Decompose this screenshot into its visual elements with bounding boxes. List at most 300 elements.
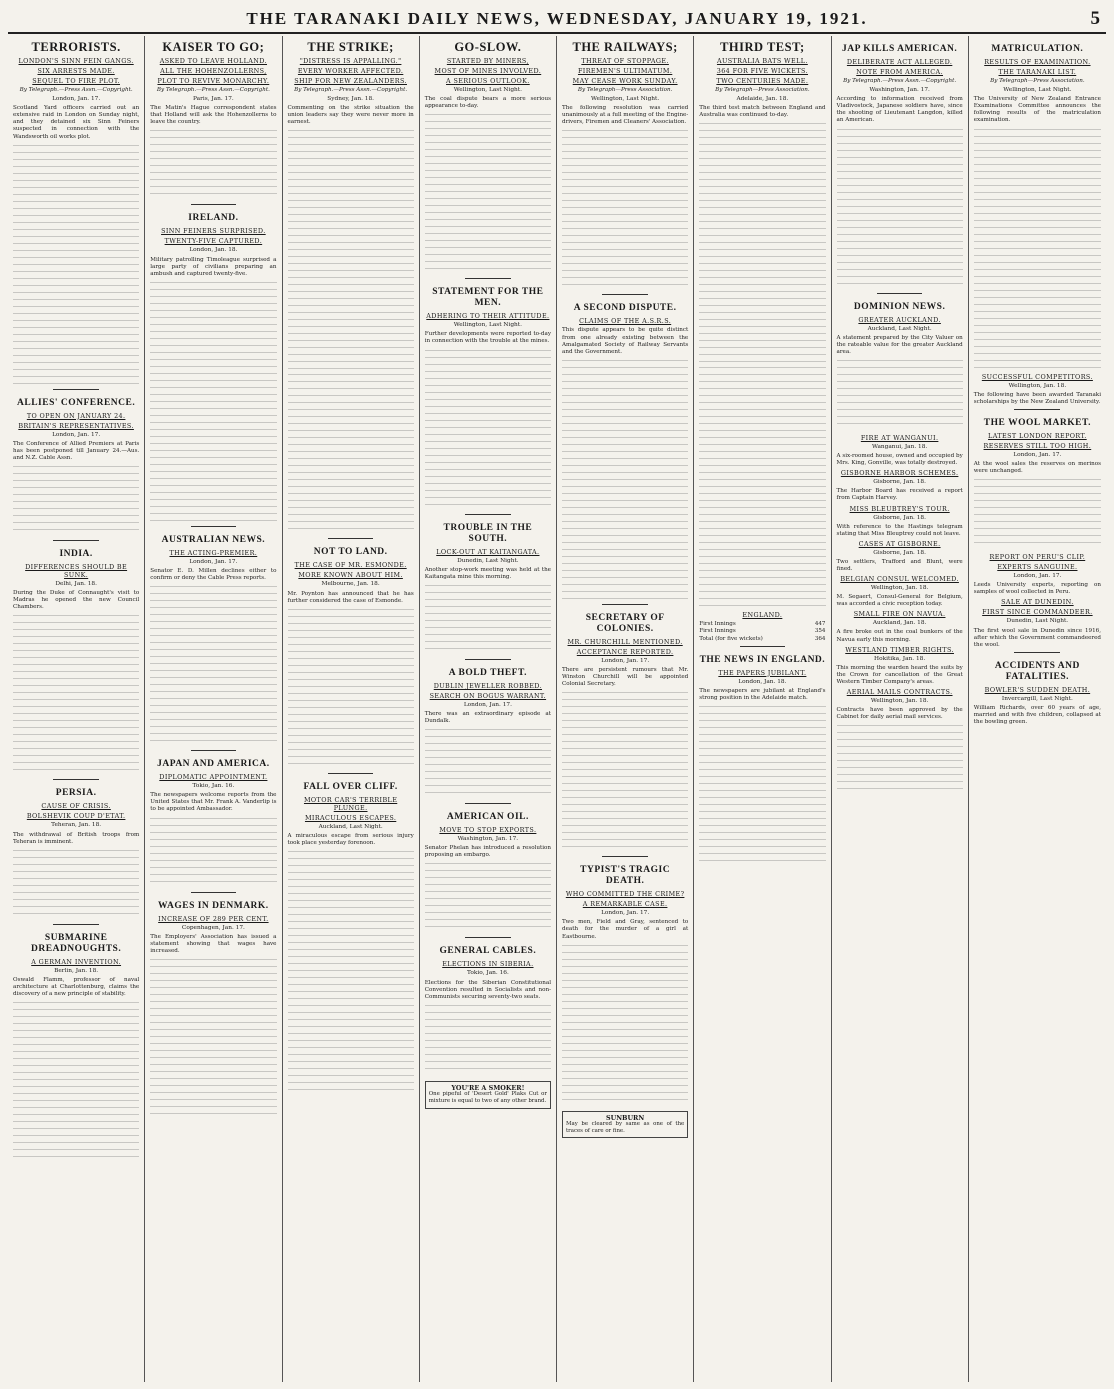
subheading: THREAT OF STOPPAGE. bbox=[581, 57, 669, 65]
subheading: THE CASE OF MR. ESMONDE. bbox=[294, 561, 407, 570]
subheading: BRITAIN'S REPRESENTATIVES. bbox=[18, 421, 134, 430]
dateline: Wellington, Jan. 18. bbox=[1008, 382, 1067, 389]
column-3 bbox=[283, 36, 420, 1382]
article-text-lines bbox=[13, 615, 139, 775]
dateline: Wanganui, Jan. 18. bbox=[872, 443, 928, 450]
article bbox=[837, 469, 963, 502]
headline: AUSTRALIAN NEWS. bbox=[161, 534, 266, 545]
article bbox=[425, 40, 551, 274]
dateline: Gisborne, Jan. 18. bbox=[873, 514, 926, 521]
article-body: According to information received from Vladivostock, Japanese soldiers have, since the shooting of Lieutenant Langdon, killed an American. bbox=[836, 96, 963, 124]
dateline: Hokitika, Jan. 18. bbox=[874, 655, 926, 662]
divider bbox=[53, 389, 98, 390]
subheading: CLAIMS OF THE A.S.R.S. bbox=[579, 317, 672, 326]
headline: IRELAND. bbox=[188, 213, 239, 224]
article-body: Military patrolling Timoleague surprised a large party of civilians preparing an ambush and captured twenty-five. bbox=[150, 256, 277, 277]
article bbox=[425, 812, 551, 933]
column-5 bbox=[557, 36, 694, 1382]
article-body: The University of New Zealand Entrance Examinations Committee announces the following results of the matriculation examination. bbox=[973, 96, 1101, 124]
divider bbox=[191, 892, 236, 893]
article-text-lines bbox=[150, 130, 276, 200]
article bbox=[13, 788, 139, 919]
subheading: DIFFERENCES SHOULD BE SUNK. bbox=[25, 563, 128, 580]
article bbox=[837, 505, 963, 538]
article bbox=[837, 575, 963, 608]
article-text-lines bbox=[425, 729, 551, 799]
article-body: Two settlers, Trafford and Blunt, were fined. bbox=[836, 558, 963, 572]
article-text-lines bbox=[13, 1002, 139, 1162]
headline: SECRETARY OF COLONIES. bbox=[585, 612, 665, 634]
article-text-lines bbox=[837, 725, 963, 795]
score-row bbox=[699, 636, 825, 643]
article bbox=[13, 549, 139, 775]
article bbox=[837, 540, 963, 573]
headline: GO-SLOW. bbox=[454, 40, 522, 54]
article-body: M. Segaert, Consul-General for Belgium, was accorded a civic reception today. bbox=[836, 594, 963, 608]
dateline: Teheran, Jan. 18. bbox=[51, 822, 102, 829]
dateline: Invercargill, Last Night. bbox=[1001, 695, 1073, 702]
divider bbox=[465, 803, 510, 804]
dateline: Gisborne, Jan. 18. bbox=[873, 549, 926, 556]
advert-title: YOU'RE A SMOKER! bbox=[451, 1083, 525, 1092]
subheading: MAY CEASE WORK SUNDAY. bbox=[572, 77, 678, 85]
dateline: Washington, Jan. 17. bbox=[457, 836, 519, 843]
headline: MATRICULATION. bbox=[991, 44, 1084, 54]
article bbox=[288, 40, 414, 534]
article-body: There are persistent rumours that Mr. Winston Churchill will be appointed Colonial Secretary. bbox=[562, 666, 689, 688]
dateline: Auckland, Jan. 18. bbox=[872, 620, 927, 627]
article bbox=[13, 40, 139, 385]
subheading: SHIP FOR NEW ZEALANDERS. bbox=[294, 77, 407, 85]
subheading: STARTED BY MINERS, bbox=[446, 57, 529, 65]
article-body: William Richards, over 60 years of age, married and with five children, collapsed at the bowling green. bbox=[973, 704, 1101, 726]
article-text-lines bbox=[699, 367, 825, 607]
dateline: Paris, Jan. 17. bbox=[192, 96, 234, 103]
divider bbox=[53, 540, 98, 541]
page-number: 5 bbox=[1090, 8, 1102, 29]
article-body: A six-roomed house, owned and occupied by Mrs. King, Gonville, was totally destroyed. bbox=[836, 453, 963, 467]
subheading: SIX ARRESTS MADE. bbox=[37, 67, 115, 75]
article-body: With reference to the Hastings telegram stating that Miss Bleuptrey could not leave. bbox=[836, 523, 963, 537]
article-text-lines bbox=[13, 850, 139, 920]
headline: PERSIA. bbox=[55, 788, 97, 799]
score-row bbox=[699, 628, 825, 635]
article bbox=[837, 688, 963, 795]
team-name: ENGLAND. bbox=[742, 611, 783, 620]
article-text-lines bbox=[288, 374, 414, 534]
divider bbox=[53, 924, 98, 925]
subheading: MISS BLEUBTREY'S TOUR. bbox=[849, 504, 950, 513]
subheading: THE PAPERS JUBILANT. bbox=[718, 668, 807, 677]
subheading: DIPLOMATIC APPOINTMENT. bbox=[159, 773, 268, 782]
headline: TERRORISTS. bbox=[31, 40, 121, 54]
dateline: London, Jan. 17. bbox=[52, 431, 101, 438]
article-text-lines bbox=[425, 350, 551, 510]
byline: By Telegraph.—Press Assn.—Copyright. bbox=[19, 87, 133, 93]
headline: JAPAN AND AMERICA. bbox=[157, 759, 270, 770]
article bbox=[288, 547, 414, 768]
subheading: PLOT TO REVIVE MONARCHY. bbox=[157, 77, 270, 85]
article-body: A fire broke out in the coal bunkers of the Navua early this morning. bbox=[836, 629, 963, 643]
article-text-lines bbox=[974, 479, 1101, 549]
subheading: GREATER AUCKLAND. bbox=[858, 315, 941, 324]
dateline: London, Jan. 18. bbox=[738, 678, 787, 685]
dateline: Tokio, Jan. 16. bbox=[466, 970, 509, 977]
article-text-lines bbox=[150, 586, 276, 746]
column-1 bbox=[8, 36, 145, 1382]
column-8 bbox=[969, 36, 1106, 1382]
article-body: The following resolution was carried unanimously at a full meeting of the Engine-drivers, Firemen and Cleaners' Association. bbox=[562, 105, 689, 126]
headline: TROUBLE IN THE SOUTH. bbox=[443, 522, 533, 544]
article-body: A miraculous escape from serious injury took place yesterday forenoon. bbox=[287, 832, 414, 846]
dateline: Auckland, Last Night. bbox=[867, 325, 932, 332]
article bbox=[562, 303, 688, 599]
article bbox=[13, 933, 139, 1162]
article-body: The withdrawal of British troops from Teheran is imminent. bbox=[13, 831, 140, 845]
article-body: The Employers' Association has issued a statement showing that wages have increased. bbox=[150, 933, 277, 954]
headline: DOMINION NEWS. bbox=[853, 301, 946, 312]
article bbox=[974, 373, 1101, 406]
dateline: Tokio, Jan. 16. bbox=[192, 783, 235, 790]
subheading: ASKED TO LEAVE HOLLAND. bbox=[159, 57, 268, 65]
subheading: BOWLER'S SUDDEN DEATH. bbox=[984, 685, 1091, 694]
dateline: London, Jan. 17. bbox=[1013, 573, 1062, 580]
subheading: ADHERING TO THEIR ATTITUDE. bbox=[426, 312, 550, 321]
byline: By Telegraph—Press Association. bbox=[990, 78, 1085, 84]
divider bbox=[465, 514, 510, 515]
dateline: Wellington, Last Night. bbox=[453, 322, 522, 329]
dateline: Copenhagen, Jan. 17. bbox=[181, 924, 245, 931]
byline: By Telegraph.—Press Assn.—Copyright. bbox=[156, 87, 270, 93]
column-2 bbox=[145, 36, 282, 1382]
article bbox=[150, 759, 276, 887]
article-text-lines bbox=[974, 129, 1101, 369]
masthead bbox=[8, 6, 1106, 34]
dateline: Wellington, Last Night. bbox=[453, 87, 522, 93]
advert-text: May be cleared by same as one of the traces of care or fine. bbox=[566, 1121, 685, 1134]
subheading: A SERIOUS OUTLOOK. bbox=[446, 77, 530, 85]
dateline: Dunedin, Last Night. bbox=[1006, 618, 1069, 625]
article bbox=[974, 661, 1101, 726]
article-body: The third test match between England and Australia was continued to-day. bbox=[699, 105, 826, 119]
article-text-lines bbox=[699, 706, 825, 866]
score-label: First Innings bbox=[699, 628, 736, 635]
advertisement bbox=[562, 1111, 688, 1139]
headline: STATEMENT FOR THE MEN. bbox=[432, 287, 544, 309]
article-text-lines bbox=[288, 609, 414, 769]
subheading: MOST OF MINES INVOLVED. bbox=[434, 67, 542, 75]
score-table bbox=[699, 621, 825, 642]
article-body: This morning the warden heard the suits by the Crown for cancellation of the Great Western Timber Company's areas. bbox=[836, 664, 963, 685]
dateline: Berlin, Jan. 18. bbox=[54, 967, 99, 974]
divider bbox=[602, 294, 647, 295]
subheading: INCREASE OF 289 PER CENT. bbox=[158, 914, 269, 923]
dateline: London, Jan. 17. bbox=[601, 657, 650, 664]
article-text-lines bbox=[837, 360, 963, 430]
dateline: Wellington, Jan. 18. bbox=[870, 698, 929, 704]
article-body: There was an extraordinary episode at Dundalk. bbox=[424, 710, 551, 725]
article-body: At the wool sales the reserves on merinos were unchanged. bbox=[973, 460, 1101, 475]
article-text-lines bbox=[425, 585, 551, 655]
article bbox=[699, 655, 825, 866]
subheading: EVERY WORKER AFFECTED. bbox=[297, 67, 404, 75]
headline: THE WOOL MARKET. bbox=[983, 417, 1091, 428]
masthead-title: THE TARANAKI DAILY NEWS, WEDNESDAY, JANUARY 19, 1921. bbox=[246, 9, 868, 28]
dateline: Melbourne, Jan. 18. bbox=[321, 581, 380, 588]
subheading: BELGIAN CONSUL WELCOMED. bbox=[840, 575, 959, 584]
article-body: Contracts have been approved by the Cabinet for daily aerial mail services. bbox=[836, 707, 963, 721]
subheading: CAUSE OF CRISIS. bbox=[41, 802, 111, 811]
article bbox=[837, 44, 963, 289]
divider bbox=[465, 659, 510, 660]
subheading: GISBORNE HARBOR SCHEMES. bbox=[840, 469, 959, 478]
subheading: THE ACTING-PREMIER. bbox=[169, 548, 258, 557]
subheading: TWO CENTURIES MADE. bbox=[716, 77, 809, 85]
article-text-lines bbox=[562, 130, 688, 290]
article bbox=[974, 418, 1101, 549]
dateline: Sydney, Jan. 18. bbox=[327, 96, 374, 103]
article-body: The Matin's Hague correspondent states that Holland will ask the Hohenzollerns to leave the country. bbox=[150, 105, 277, 126]
subheading: A GERMAN INVENTION. bbox=[31, 957, 122, 966]
article bbox=[13, 398, 139, 536]
subheading: AUSTRALIA BATS WELL. bbox=[716, 57, 808, 65]
subheading: WESTLAND TIMBER RIGHTS. bbox=[845, 645, 954, 654]
subheading: LONDON'S SINN FEIN GANGS. bbox=[18, 57, 134, 65]
headline: INDIA. bbox=[59, 549, 93, 560]
article-text-lines bbox=[288, 851, 414, 1091]
divider bbox=[602, 856, 647, 857]
article bbox=[562, 40, 688, 290]
scoreboard bbox=[699, 611, 825, 642]
article-text-lines bbox=[150, 818, 276, 888]
dateline: London, Jan. 17. bbox=[601, 910, 650, 917]
divider bbox=[328, 538, 373, 539]
subheading: LOCK-OUT AT KAITANGATA. bbox=[436, 547, 540, 556]
subheading: TO OPEN ON JANUARY 24. bbox=[26, 411, 126, 420]
article bbox=[150, 40, 276, 200]
divider bbox=[191, 204, 236, 205]
article-body: The first wool sale in Dunedin since 1916, after which the Government commandeered the wool. bbox=[973, 627, 1101, 648]
dateline: Gisborne, Jan. 18. bbox=[873, 479, 926, 486]
article-body: A statement prepared by the City Valuer on the rateable value for the greater Auckland area. bbox=[836, 334, 963, 355]
dateline: London, Jan. 17. bbox=[52, 96, 101, 103]
article bbox=[425, 946, 551, 1074]
score-row bbox=[699, 621, 825, 628]
headline: AMERICAN OIL. bbox=[446, 812, 529, 823]
subheading: DUBLIN JEWELLER ROBBED. bbox=[433, 681, 543, 690]
score-value: 354 bbox=[814, 628, 826, 635]
subheading: SEQUEL TO FIRE PLOT. bbox=[32, 77, 120, 85]
subheading: NOTE FROM AMERICA. bbox=[856, 68, 943, 76]
article-body: Senator Phelan has introduced a resolution proposing an embargo. bbox=[424, 845, 551, 859]
subheading: FIRE AT WANGANUI. bbox=[860, 433, 939, 442]
dateline: Washington, Jan. 17. bbox=[869, 87, 930, 94]
headline: FALL OVER CLIFF. bbox=[303, 781, 398, 792]
article bbox=[974, 553, 1101, 596]
subheading: AERIAL MAILS CONTRACTS. bbox=[846, 688, 953, 696]
headline: ACCIDENTS AND FATALITIES. bbox=[994, 660, 1080, 682]
divider bbox=[53, 779, 98, 780]
headline: SUBMARINE DREADNOUGHTS. bbox=[31, 932, 122, 954]
subheading: SINN FEINERS SURPRISED. bbox=[161, 227, 266, 236]
divider bbox=[465, 937, 510, 938]
article-body: Commenting on the strike situation the union leaders say they were never more in earnest. bbox=[287, 105, 414, 126]
dateline: Wellington, Jan. 18. bbox=[870, 585, 929, 592]
article-body: The Harbor Board has received a report from Captain Harvey. bbox=[836, 488, 963, 502]
dateline: London, Jan. 17. bbox=[463, 701, 512, 708]
divider bbox=[1014, 409, 1060, 410]
subheading: LATEST LONDON REPORT. bbox=[988, 431, 1087, 440]
headline: A SECOND DISPUTE. bbox=[573, 303, 677, 314]
article-body: Scotland Yard officers carried out an extensive raid in London on Sunday night, and they detained six Sinn Feiners suspected in connection with the Wandsworth oil works plot. bbox=[13, 105, 140, 140]
article bbox=[425, 287, 551, 509]
byline: By Telegraph.—Press Assn.—Copyright. bbox=[843, 78, 957, 84]
article bbox=[837, 434, 963, 467]
subheading: EXPERTS SANGUINE. bbox=[997, 563, 1078, 572]
dateline: Dunedin, Last Night. bbox=[457, 557, 519, 564]
article-body: Elections for the Siberian Constitutional Convention resulted in Socialists and non-Communists securing seventy-two seats. bbox=[424, 979, 551, 1000]
divider bbox=[740, 646, 785, 647]
article-text-lines bbox=[150, 282, 276, 522]
subheading: SEARCH ON BOGUS WARRANT. bbox=[429, 691, 547, 700]
subheading: MIRACULOUS ESCAPES. bbox=[304, 813, 397, 822]
divider bbox=[191, 750, 236, 751]
article-body: Two men, Field and Gray, sentenced to death for the murder of a girl at Eastbourne. bbox=[562, 919, 689, 940]
score-label: First Innings bbox=[699, 621, 736, 628]
article-body: Leeds University experts, reporting on samples of wool collected in Peru. bbox=[973, 582, 1101, 596]
article-text-lines bbox=[425, 114, 551, 274]
byline: By Telegraph—Press Association. bbox=[715, 87, 810, 93]
dateline: Auckland, Last Night. bbox=[318, 823, 383, 830]
subheading: RESULTS OF EXAMINATION. bbox=[984, 58, 1091, 66]
column-4 bbox=[420, 36, 557, 1382]
article bbox=[425, 668, 551, 799]
subheading: MOTOR CAR'S TERRIBLE PLUNGE. bbox=[303, 795, 398, 812]
headline: A BOLD THEFT. bbox=[448, 667, 527, 678]
column-7 bbox=[832, 36, 969, 1382]
headline: THE RAILWAYS; bbox=[572, 40, 678, 54]
dateline: Adelaide, Jan. 18. bbox=[736, 96, 789, 103]
article-text-lines bbox=[699, 123, 825, 363]
dateline: London, Jan. 17. bbox=[189, 558, 238, 565]
byline: By Telegraph.—Press Assn.—Copyright. bbox=[294, 87, 408, 93]
article bbox=[837, 646, 963, 686]
subheading: MOVE TO STOP EXPORTS. bbox=[439, 826, 537, 835]
advert-title: SUNBURN bbox=[606, 1113, 645, 1122]
subheading: ALL THE HOHENZOLLERNS, bbox=[160, 67, 267, 75]
divider bbox=[877, 293, 922, 294]
article-text-lines bbox=[837, 129, 963, 289]
article-body: The following have been awarded Taranaki scholarships by the New Zealand University. bbox=[973, 391, 1101, 405]
article bbox=[150, 901, 276, 1119]
article bbox=[425, 523, 551, 655]
score-label: Total (for five wickets) bbox=[699, 635, 763, 642]
divider bbox=[191, 526, 236, 527]
article bbox=[974, 44, 1101, 369]
divider bbox=[328, 773, 373, 774]
headline: ALLIES' CONFERENCE. bbox=[17, 397, 136, 408]
article-text-lines bbox=[13, 145, 139, 385]
article-text-lines bbox=[425, 863, 551, 933]
article-text-lines bbox=[562, 945, 688, 1105]
subheading: "DISTRESS IS APPALLING." bbox=[299, 57, 402, 65]
headline: TYPIST'S TRAGIC DEATH. bbox=[580, 865, 671, 887]
subheading: 364 FOR FIVE WICKETS. bbox=[716, 67, 809, 75]
headline: WAGES IN DENMARK. bbox=[158, 900, 269, 911]
article-body: The newspapers welcome reports from the United States that Mr. Frank A. Vanderlip is to be appointed Ambassador. bbox=[150, 792, 277, 813]
article bbox=[974, 598, 1101, 648]
article bbox=[699, 40, 825, 607]
article-text-lines bbox=[288, 130, 414, 370]
article-body: Further developments were reported to-day in connection with the trouble at the mines. bbox=[424, 331, 551, 345]
subheading: A REMARKABLE CASE. bbox=[582, 900, 668, 909]
byline: By Telegraph—Press Association. bbox=[577, 87, 673, 93]
subheading: REPORT ON PERU'S CLIP. bbox=[989, 553, 1086, 562]
subheading: SALE AT DUNEDIN. bbox=[1001, 598, 1074, 607]
article-body: This dispute appears to be quite distinct from one already existing between the Amalgamated Society of Railway Servants and the Government. bbox=[562, 327, 689, 355]
subheading: WHO COMMITTED THE CRIME? bbox=[565, 890, 685, 899]
dateline: London, Jan. 17. bbox=[1013, 451, 1062, 458]
dateline: Delhi, Jan. 18. bbox=[55, 581, 97, 588]
article-text-lines bbox=[13, 466, 139, 536]
subheading: FIREMEN'S ULTIMATUM. bbox=[577, 67, 673, 75]
article bbox=[837, 302, 963, 430]
subheading: CASES AT GISBORNE. bbox=[858, 539, 941, 548]
headline: GENERAL CABLES. bbox=[439, 946, 537, 957]
article bbox=[562, 865, 688, 1104]
subheading: ELECTIONS IN SIBERIA. bbox=[442, 960, 534, 969]
article-body: The coal dispute bears a more serious appearance to-day. bbox=[424, 96, 551, 110]
column-6 bbox=[694, 36, 831, 1382]
article-body: During the Duke of Connaught's visit to Madras he opened the new Council Chambers. bbox=[13, 590, 140, 611]
article-body: Senator E. D. Millen declines either to confirm or deny the Cable Press reports. bbox=[150, 567, 277, 582]
subheading: ACCEPTANCE REPORTED. bbox=[576, 647, 674, 656]
article-text-lines bbox=[425, 1005, 551, 1075]
dateline: Wellington, Last Night. bbox=[1003, 87, 1072, 94]
article-body: Another stop-work meeting was held at the Kaitangata mine this morning. bbox=[424, 566, 551, 580]
subheading: MR. CHURCHILL MENTIONED. bbox=[567, 637, 683, 646]
headline: NOT TO LAND. bbox=[313, 547, 388, 558]
article-text-lines bbox=[562, 692, 688, 852]
article-text-lines bbox=[150, 959, 276, 1119]
subheading: DELIBERATE ACT ALLEGED. bbox=[846, 58, 953, 66]
score-value: 364 bbox=[814, 635, 826, 642]
subheading: THE TARANAKI LIST. bbox=[998, 68, 1077, 76]
article bbox=[562, 613, 688, 852]
subheading: RESERVES STILL TOO HIGH. bbox=[983, 441, 1092, 450]
newspaper-columns bbox=[8, 36, 1106, 1382]
divider bbox=[1014, 652, 1060, 653]
subheading: BOLSHEVIK COUP D'ETAT. bbox=[26, 812, 126, 821]
headline: THE STRIKE; bbox=[307, 40, 394, 54]
article bbox=[288, 782, 414, 1091]
divider bbox=[465, 278, 510, 279]
article-body: Mr. Poynton has announced that he has further considered the case of Esmonde. bbox=[287, 590, 414, 604]
subheading: SUCCESSFUL COMPETITORS. bbox=[981, 372, 1093, 381]
article-body: Oswald Flamm, professor of naval architecture at Charlottenburg, claims the discovery of a new principle of stability. bbox=[13, 976, 140, 997]
subheading: FIRST SINCE COMMANDEER. bbox=[982, 608, 1093, 617]
article-text-lines bbox=[562, 360, 688, 600]
headline: THIRD TEST; bbox=[720, 40, 805, 54]
subheading: SMALL FIRE ON NAVUA. bbox=[853, 610, 946, 619]
article bbox=[150, 213, 276, 521]
dateline: London, Jan. 18. bbox=[189, 247, 238, 254]
headline: JAP KILLS AMERICAN. bbox=[841, 44, 958, 54]
article bbox=[837, 610, 963, 643]
divider bbox=[602, 604, 647, 605]
headline: THE NEWS IN ENGLAND. bbox=[699, 654, 826, 665]
advertisement bbox=[425, 1081, 551, 1109]
